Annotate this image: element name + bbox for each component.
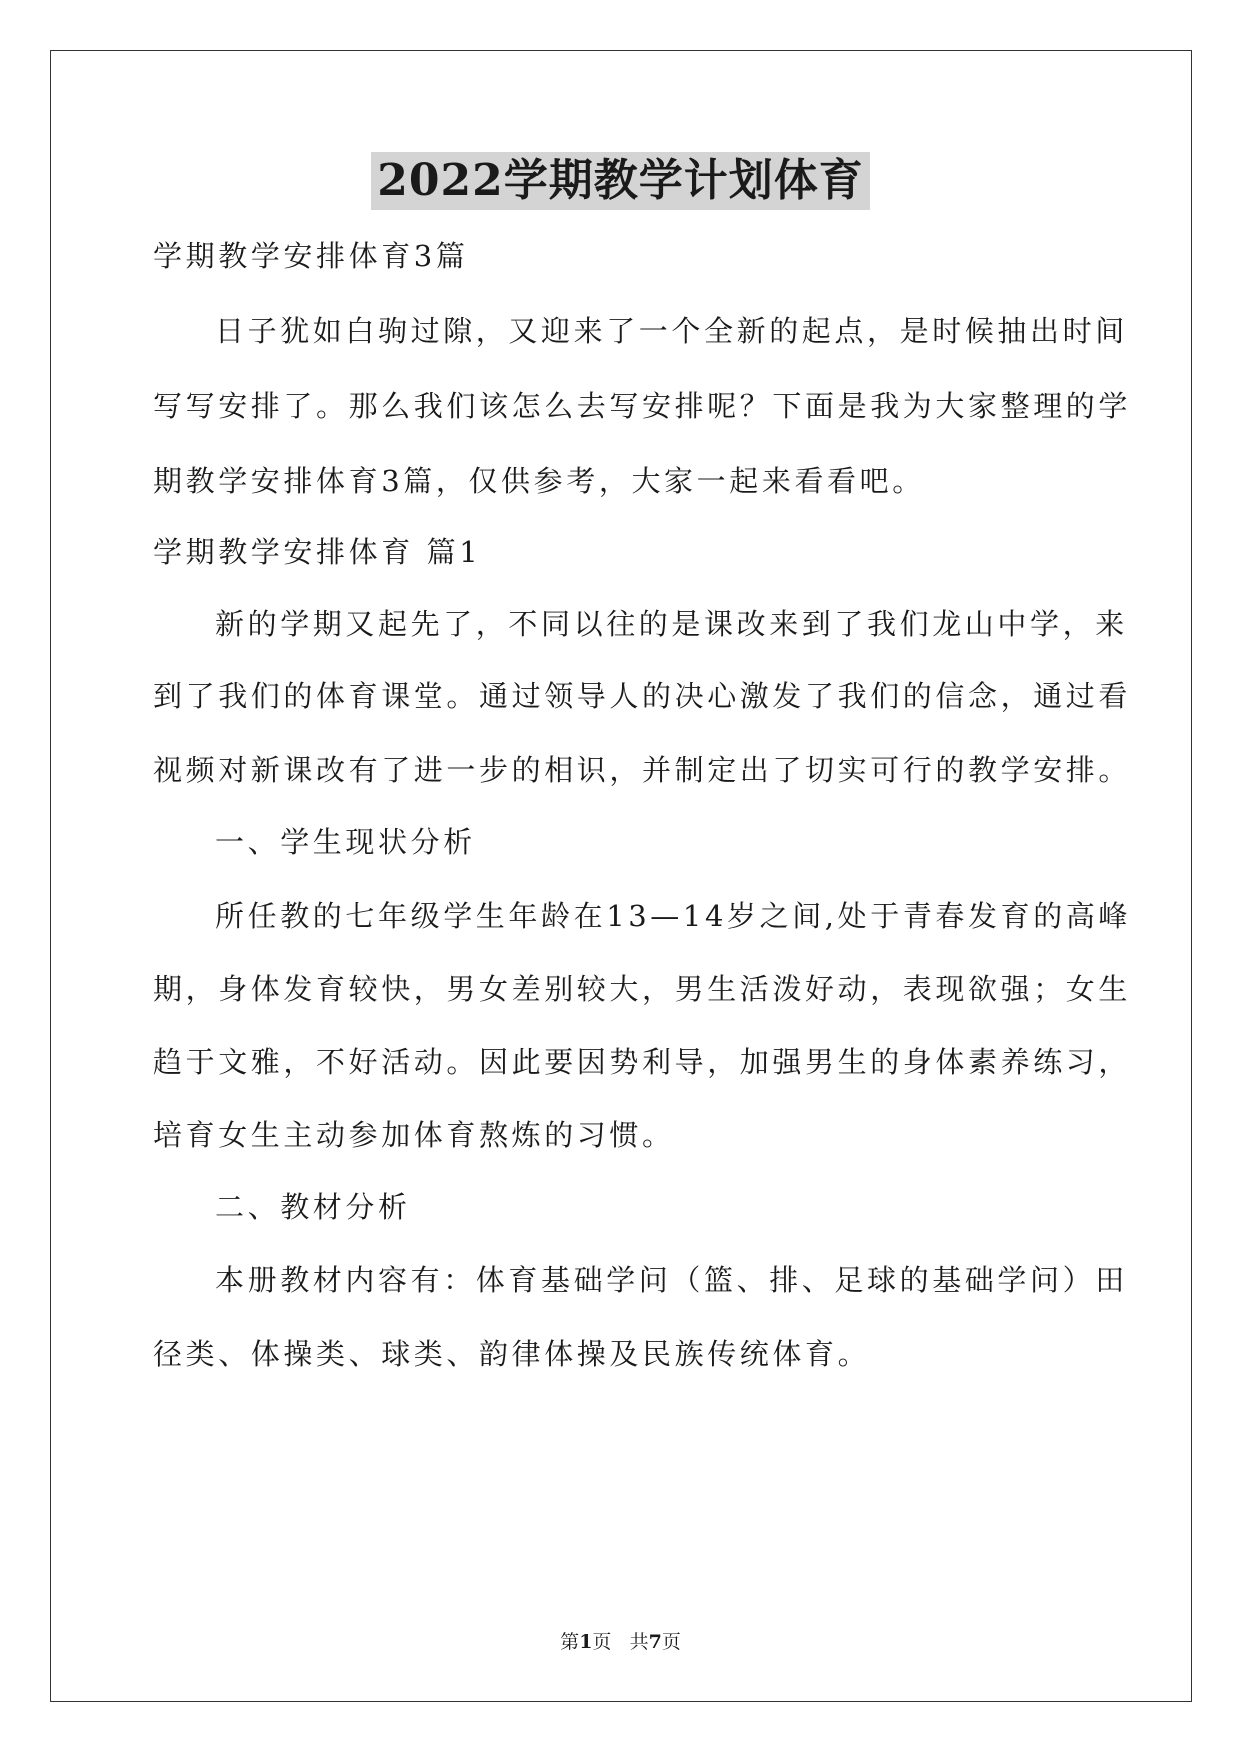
section-heading: 二、教材分析 bbox=[215, 1190, 411, 1224]
paragraph-line: 径类、体操类、球类、韵律体操及民族传统体育。 bbox=[153, 1337, 871, 1371]
section-heading: 学期教学安排体育 篇1 bbox=[153, 535, 482, 569]
page-prefix: 第 bbox=[560, 1631, 580, 1653]
page-border bbox=[50, 50, 1192, 1702]
paragraph-line: 写写安排了。那么我们该怎么去写安排呢？下面是我为大家整理的学 bbox=[153, 389, 1132, 423]
paragraph-line: 新的学期又起先了，不同以往的是课改来到了我们龙山中学，来 bbox=[215, 607, 1128, 641]
page-footer bbox=[0, 1630, 1241, 1654]
total-page-count: 7 bbox=[648, 1631, 662, 1653]
paragraph-line: 所任教的七年级学生年龄在13—14岁之间,处于青春发育的高峰 bbox=[215, 899, 1132, 933]
current-page-number: 1 bbox=[579, 1631, 593, 1653]
subtitle-line: 学期教学安排体育3篇 bbox=[153, 239, 469, 273]
paragraph-line: 日子犹如白驹过隙，又迎来了一个全新的起点，是时候抽出时间 bbox=[215, 314, 1128, 348]
total-prefix: 共 bbox=[629, 1631, 649, 1653]
title-container bbox=[0, 152, 1241, 210]
paragraph-line: 到了我们的体育课堂。通过领导人的决心激发了我们的信念，通过看 bbox=[153, 679, 1132, 713]
paragraph-line: 本册教材内容有：体育基础学问（篮、排、足球的基础学问）田 bbox=[215, 1263, 1128, 1297]
section-heading: 一、学生现状分析 bbox=[215, 825, 476, 859]
paragraph-line: 趋于文雅，不好活动。因此要因势利导，加强男生的身体素养练习， bbox=[153, 1045, 1132, 1079]
paragraph-line: 期，身体发育较快，男女差别较大，男生活泼好动，表现欲强；女生 bbox=[153, 972, 1132, 1006]
paragraph-line: 视频对新课改有了进一步的相识，并制定出了切实可行的教学安排。 bbox=[153, 753, 1132, 787]
paragraph-line: 培育女生主动参加体育熬炼的习惯。 bbox=[153, 1118, 675, 1152]
page-suffix: 页 bbox=[592, 1631, 612, 1653]
total-suffix: 页 bbox=[661, 1631, 681, 1653]
document-title: 2022学期教学计划体育 bbox=[371, 152, 869, 210]
paragraph-line: 期教学安排体育3篇，仅供参考，大家一起来看看吧。 bbox=[153, 464, 925, 498]
